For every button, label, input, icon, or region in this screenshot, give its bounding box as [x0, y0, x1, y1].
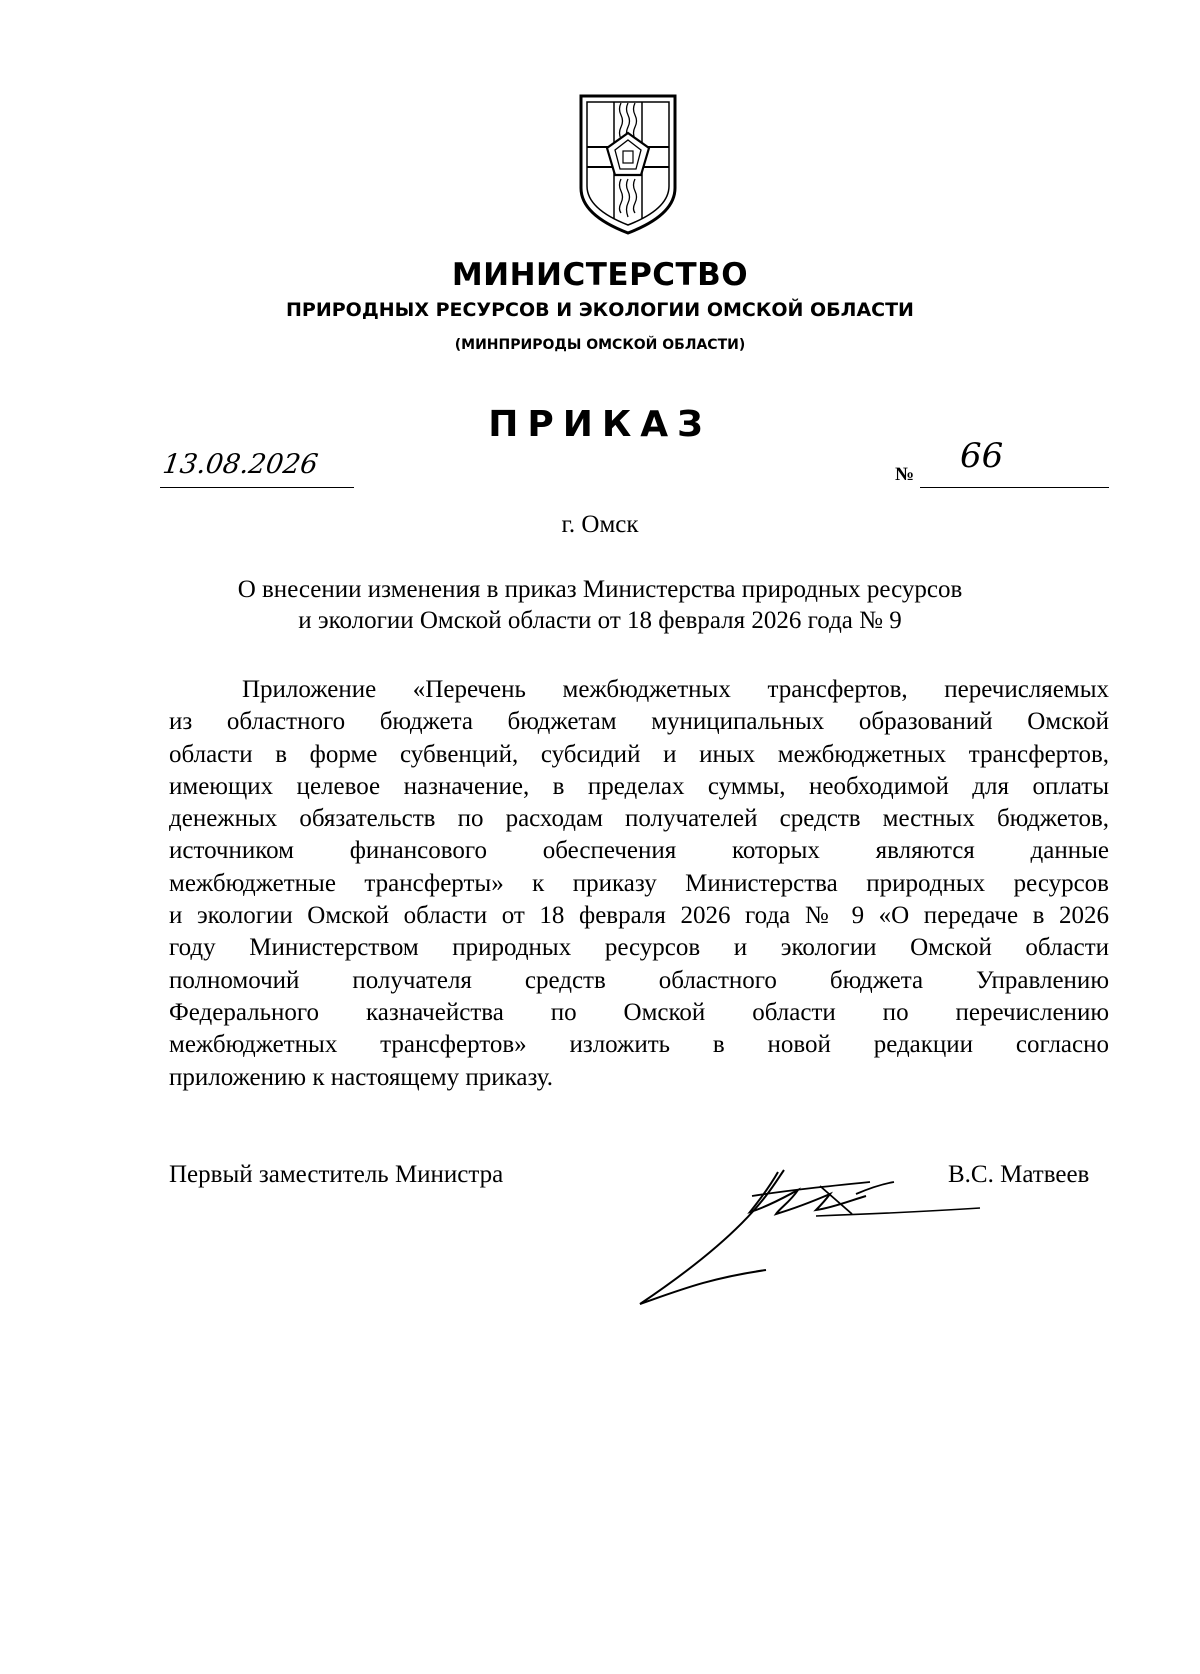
- body-line: Федерального казначейства по Омской области по перечислению: [169, 998, 1109, 1026]
- body-line: денежных обязательств по расходам получателей средств местных бюджетов,: [169, 805, 1109, 833]
- document-title: [0, 574, 1200, 636]
- body-line: имеющих целевое назначение, в пределах суммы, необходимой для оплаты: [169, 772, 1109, 800]
- body-line: приложению к настоящему приказу.: [169, 1063, 554, 1091]
- number-sign: №: [895, 464, 915, 485]
- body-line: и экологии Омской области от 18 февраля 2026 года № 9 «О передаче в 2026: [169, 902, 1109, 930]
- body-line: из областного бюджета бюджетам муниципальных образований Омской: [169, 708, 1109, 736]
- document-type-heading: ПРИКАЗ: [488, 404, 712, 445]
- ministry-full-name: ПРИРОДНЫХ РЕСУРСОВ И ЭКОЛОГИИ ОМСКОЙ ОБЛАСТИ: [286, 299, 914, 321]
- body-line: Приложение «Перечень межбюджетных трансфертов, перечисляемых: [242, 676, 1109, 703]
- title-line: и экологии Омской области от 18 февраля 2026 года № 9: [298, 607, 902, 634]
- body-line: области в форме субвенций, субсидий и иных межбюджетных трансфертов,: [169, 740, 1109, 768]
- document-city: г. Омск: [561, 511, 639, 538]
- ministry-short-name: (МИНПРИРОДЫ ОМСКОЙ ОБЛАСТИ): [454, 337, 746, 353]
- title-line: О внесении изменения в приказ Министерства природных ресурсов: [237, 576, 963, 603]
- signer-name: В.С. Матвеев: [948, 1161, 1090, 1188]
- handwritten-signature-icon: [620, 1150, 1000, 1310]
- document-number: 66: [960, 436, 1004, 476]
- body-line: году Министерством природных ресурсов и экологии Омской области: [169, 934, 1109, 962]
- date-underline: [160, 487, 354, 488]
- body-line: межбюджетных трансфертов» изложить в новой редакции согласно: [169, 1031, 1109, 1059]
- number-underline: [920, 487, 1109, 488]
- body-line: полномочий получателя средств областного бюджета Управлению: [169, 966, 1109, 994]
- document-body: [169, 674, 1109, 1094]
- ministry-name: МИНИСТЕРСТВО: [451, 257, 749, 293]
- document-date: 13.08.2026: [160, 449, 320, 480]
- omsk-region-coat-of-arms-icon: [578, 93, 678, 236]
- body-line: межбюджетные трансферты» к приказу Министерства природных ресурсов: [169, 869, 1109, 897]
- signer-position: Первый заместитель Министра: [169, 1161, 504, 1188]
- body-line: источником финансового обеспечения которых являются данные: [169, 837, 1109, 865]
